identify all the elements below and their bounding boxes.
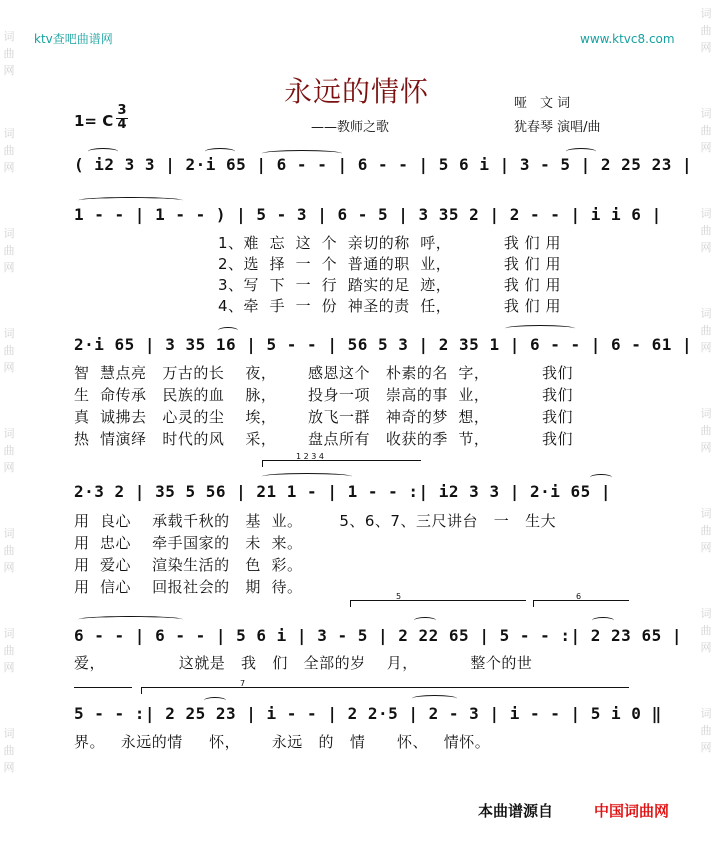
lyric-line: 真 诚拂去 心灵的尘 埃， 放飞一群 神奇的梦 想， 我们 <box>74 408 574 426</box>
watermark-char: 网 <box>700 241 712 254</box>
lyric-line: 用 爱心 渲染生活的 色 彩。 <box>74 556 303 574</box>
lyric-line: 生 命传承 民族的血 脉， 投身一项 崇高的事 业， 我们 <box>74 386 574 404</box>
watermark-char: 词 <box>700 707 712 720</box>
watermark-char: 网 <box>3 64 15 77</box>
watermark-char: 曲 <box>700 24 712 37</box>
notation-line-6: 5 - - :| 2 25 23 | i - - | 2 2·5 | 2 - 3 | i - - | 5 i 0 ‖ <box>74 704 662 723</box>
watermark-char: 网 <box>700 741 712 754</box>
watermark-char: 词 <box>3 727 15 740</box>
watermark-char: 词 <box>3 227 15 240</box>
lyric-line: 爱， 这就是 我 们 全部的岁 月， 整个的世 <box>74 654 533 672</box>
watermark-char: 曲 <box>3 644 15 657</box>
slur <box>205 148 235 155</box>
time-signature-top: 3 <box>117 103 127 118</box>
slur <box>412 695 457 702</box>
site-name-left[interactable]: ktv查吧曲谱网 <box>34 32 113 46</box>
watermark-char: 曲 <box>3 47 15 60</box>
watermark-char: 词 <box>3 327 15 340</box>
slur <box>88 148 118 155</box>
notation-line-4: 2·3 2 | 35 5 56 | 21 1 - | 1 - - :| i2 3 3 | 2·i 65 | <box>74 482 612 501</box>
watermark-char: 网 <box>700 141 712 154</box>
volta-number: 1 2 3 4 <box>296 452 324 461</box>
watermark-char: 网 <box>700 641 712 654</box>
notation-line-3: 2·i 65 | 3 35 16 | 5 - - | 56 5 3 | 2 35 1 | 6 - - | 6 - 61 | <box>74 335 693 354</box>
watermark-char: 网 <box>3 561 15 574</box>
lyric-line: 4、牵 手 一 份 神圣的责 任， 我 们 用 <box>218 297 561 315</box>
volta-bracket <box>74 687 132 694</box>
watermark-char: 曲 <box>700 424 712 437</box>
watermark-char: 词 <box>3 30 15 43</box>
watermark-char: 词 <box>700 7 712 20</box>
watermark-char: 曲 <box>700 524 712 537</box>
watermark-char: 网 <box>700 41 712 54</box>
watermark-char: 网 <box>700 541 712 554</box>
watermark-char: 曲 <box>3 744 15 757</box>
lyric-line: 界。 永远的情 怀， 永远 的 情 怀、 情怀。 <box>74 733 491 751</box>
watermark-char: 网 <box>3 161 15 174</box>
slur <box>218 327 238 334</box>
slur <box>566 148 596 155</box>
watermark-char: 曲 <box>3 344 15 357</box>
slur <box>592 617 614 624</box>
watermark-char: 词 <box>700 107 712 120</box>
watermark-char: 曲 <box>700 724 712 737</box>
watermark-char: 词 <box>700 407 712 420</box>
slur <box>590 474 612 481</box>
watermark-char: 曲 <box>700 224 712 237</box>
watermark-char: 网 <box>3 261 15 274</box>
watermark-char: 曲 <box>700 124 712 137</box>
watermark-char: 曲 <box>3 444 15 457</box>
notation-line-1: ( i2 3 3 | 2·i 65 | 6 - - | 6 - - | 5 6 i | 3 - 5 | 2 25 23 | <box>74 155 693 174</box>
song-title: 永远的情怀 <box>284 75 430 108</box>
lyric-line: 3、写 下 一 行 踏实的足 迹， 我 们 用 <box>218 276 561 294</box>
watermark-char: 词 <box>3 427 15 440</box>
watermark-char: 词 <box>700 207 712 220</box>
watermark-char: 词 <box>700 307 712 320</box>
lyric-line: 热 情演绎 时代的风 采， 盘点所有 收获的季 节， 我们 <box>74 430 574 448</box>
composer-credit: 犹春琴 演唱/曲 <box>514 120 601 135</box>
volta-number: 6 <box>576 592 582 601</box>
source-site-link[interactable]: 中国词曲网 <box>594 802 670 820</box>
watermark-char: 网 <box>700 341 712 354</box>
lyricist-credit: 哑 文 词 <box>514 96 571 111</box>
site-url-right[interactable]: www.ktvc8.com <box>580 32 675 46</box>
slur <box>414 617 436 624</box>
watermark-char: 曲 <box>700 624 712 637</box>
volta-bracket <box>262 460 421 467</box>
watermark-char: 词 <box>3 127 15 140</box>
watermark-char: 网 <box>3 761 15 774</box>
watermark-char: 曲 <box>3 144 15 157</box>
watermark-char: 曲 <box>3 244 15 257</box>
tie <box>505 325 575 332</box>
watermark-char: 词 <box>3 627 15 640</box>
watermark-char: 曲 <box>700 324 712 337</box>
volta-bracket <box>350 600 526 607</box>
volta-bracket <box>141 687 629 694</box>
volta-number: 7 <box>240 679 246 688</box>
watermark-char: 网 <box>3 361 15 374</box>
watermark-char: 网 <box>3 661 15 674</box>
volta-number: 5 <box>396 592 402 601</box>
lyric-line: 2、选 择 一 个 普通的职 业， 我 们 用 <box>218 255 561 273</box>
source-label: 本曲谱源自 <box>478 802 554 820</box>
watermark-char: 曲 <box>3 544 15 557</box>
watermark-char: 词 <box>700 607 712 620</box>
lyric-line: 用 忠心 牵手国家的 未 来。 <box>74 534 303 552</box>
watermark-char: 词 <box>3 527 15 540</box>
key-signature: 1= C <box>74 112 114 130</box>
time-signature-bottom: 4 <box>117 117 127 132</box>
tie <box>78 616 183 623</box>
volta-bracket <box>533 600 629 607</box>
tie <box>262 150 342 157</box>
lyric-line: 用 信心 回报社会的 期 待。 <box>74 578 303 596</box>
watermark-char: 词 <box>700 507 712 520</box>
slur <box>204 697 226 704</box>
notation-line-5: 6 - - | 6 - - | 5 6 i | 3 - 5 | 2 22 65 | 5 - - :| 2 23 65 | <box>74 626 682 645</box>
notation-line-2: 1 - - | 1 - - ) | 5 - 3 | 6 - 5 | 3 35 2 | 2 - - | i i 6 | <box>74 205 662 224</box>
lyric-line: 智 慧点亮 万古的长 夜， 感恩这个 朴素的名 字， 我们 <box>74 364 574 382</box>
watermark-char: 网 <box>3 461 15 474</box>
lyric-line: 1、难 忘 这 个 亲切的称 呼， 我 们 用 <box>218 234 561 252</box>
tie <box>78 197 183 204</box>
tie <box>262 473 352 480</box>
lyric-line: 用 良心 承载千秋的 基 业。 5、6、7、三尺讲台 一 生大 <box>74 512 557 530</box>
song-subtitle: ——教师之歌 <box>311 120 390 135</box>
watermark-char: 网 <box>700 441 712 454</box>
